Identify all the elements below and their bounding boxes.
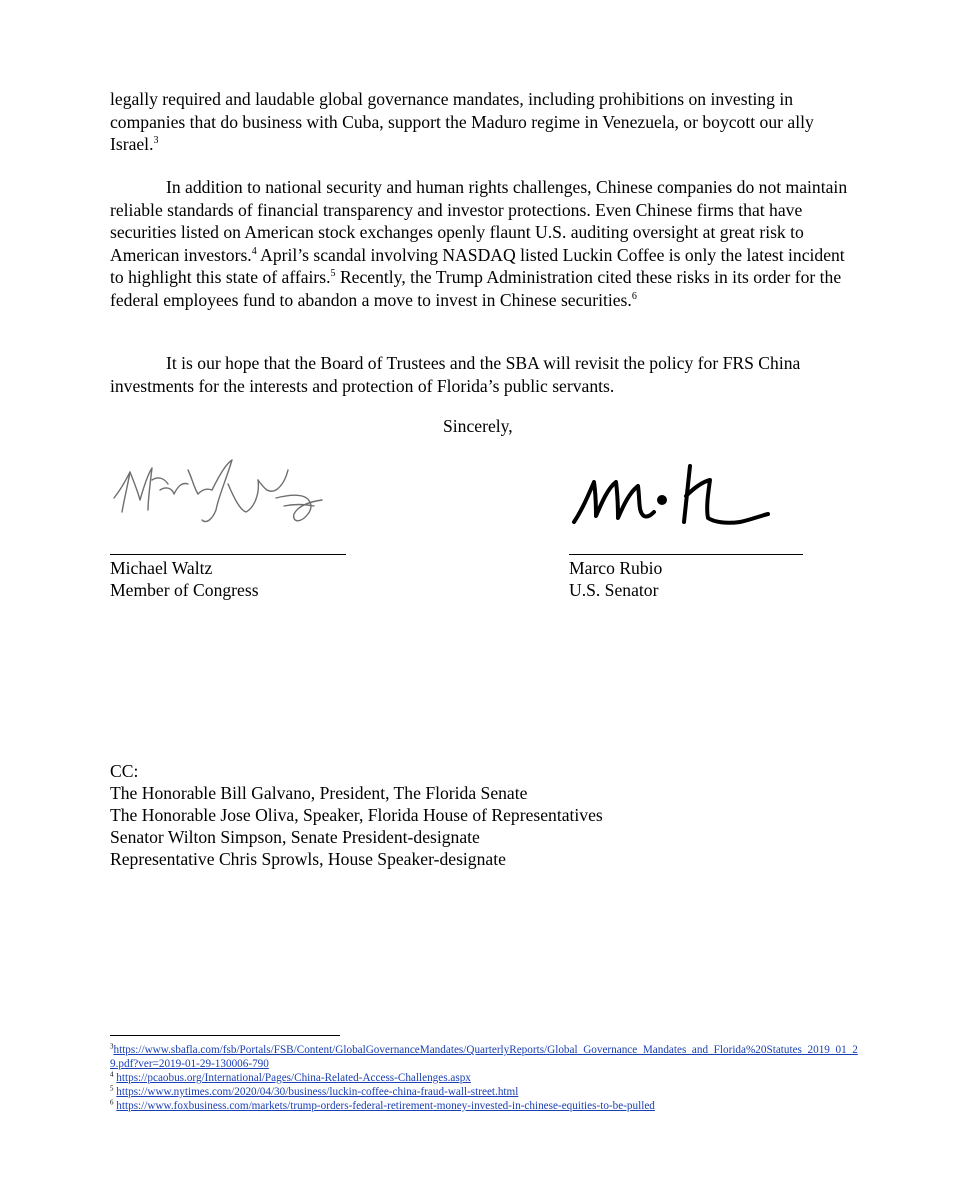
signature-rubio	[568, 452, 788, 542]
footnote-ref: 3	[153, 135, 159, 147]
footnote-link[interactable]: https://www.sbafla.com/fsb/Portals/FSB/Content/GlobalGovernanceMandates/QuarterlyReports/Global_Governance_Mandates_and_Florida%20Statutes_2019_01_29.pdf?ver=2019-01-29-130006-790	[110, 1044, 858, 1070]
footnote-link[interactable]: https://www.nytimes.com/2020/04/30/business/luckin-coffee-china-fraud-wall-street.html	[116, 1086, 519, 1098]
paragraph-text: April’s scandal involving NASDAQ listed Luckin Coffee is only the latest incident to highlight this state of affairs.	[110, 244, 845, 287]
footnote-number: 4	[110, 1070, 114, 1079]
paragraph-text: In addition to national security and human rights challenges, Chinese companies do not maintain reliable standards of financial transparency and investor protections. Even Chinese firms that have securities listed on American stock exchanges openly flaunt U.S. auditing oversight at great risk to American investors.	[110, 177, 848, 265]
paragraph-financial-transparency	[110, 176, 855, 311]
cc-recipient: Representative Chris Sprowls, House Speaker-designate	[110, 849, 506, 869]
paragraph-text: It is our hope that the Board of Trustees and the SBA will revisit the policy for FRS China investments for the interests and protection of Florida’s public servants.	[110, 353, 801, 396]
signature-block-waltz	[110, 554, 346, 601]
cc-recipient: The Honorable Bill Galvano, President, The Florida Senate	[110, 783, 528, 803]
paragraph-closing-request	[110, 352, 855, 397]
signature-line	[110, 554, 346, 555]
paragraph-text: legally required and laudable global governance mandates, including prohibitions on investing in companies that do business with Cuba, support the Maduro regime in Venezuela, or boycott our ally Israel.	[110, 89, 814, 154]
signatory-title: Member of Congress	[110, 580, 259, 600]
footnotes	[110, 1043, 860, 1113]
signatory-name: Michael Waltz	[110, 558, 213, 578]
cc-heading: CC:	[110, 761, 139, 781]
signature-line	[569, 554, 803, 555]
footnote-3	[110, 1043, 860, 1071]
footnote-ref: 6	[631, 290, 637, 302]
signatory-title: U.S. Senator	[569, 580, 659, 600]
footnote-link[interactable]: https://www.foxbusiness.com/markets/trump-orders-federal-retirement-money-invested-in-chinese-equities-to-be-pulled	[116, 1100, 655, 1112]
paragraph-text: Recently, the Trump Administration cited these risks in its order for the federal employees fund to abandon a move to invest in Chinese securities.	[110, 267, 842, 310]
footnote-4	[110, 1071, 860, 1085]
cc-list	[110, 760, 603, 870]
paragraph-governance-mandates	[110, 88, 855, 156]
cc-recipient: Senator Wilton Simpson, Senate President-designate	[110, 827, 480, 847]
footnote-ref: 4	[251, 245, 257, 257]
cc-recipient: The Honorable Jose Oliva, Speaker, Florida House of Representatives	[110, 805, 603, 825]
footnote-6	[110, 1099, 860, 1113]
footnote-number: 6	[110, 1098, 114, 1107]
footnote-number: 5	[110, 1084, 114, 1093]
signatory-name: Marco Rubio	[569, 558, 663, 578]
footnote-divider	[110, 1035, 340, 1036]
footnote-5	[110, 1085, 860, 1099]
closing-salutation: Sincerely,	[443, 416, 513, 436]
signature-waltz	[108, 450, 348, 540]
footnote-number: 3	[110, 1042, 114, 1051]
footnote-ref: 5	[330, 268, 336, 280]
signature-block-rubio	[569, 554, 803, 601]
footnote-link[interactable]: https://pcaobus.org/International/Pages/China-Related-Access-Challenges.aspx	[116, 1072, 471, 1084]
